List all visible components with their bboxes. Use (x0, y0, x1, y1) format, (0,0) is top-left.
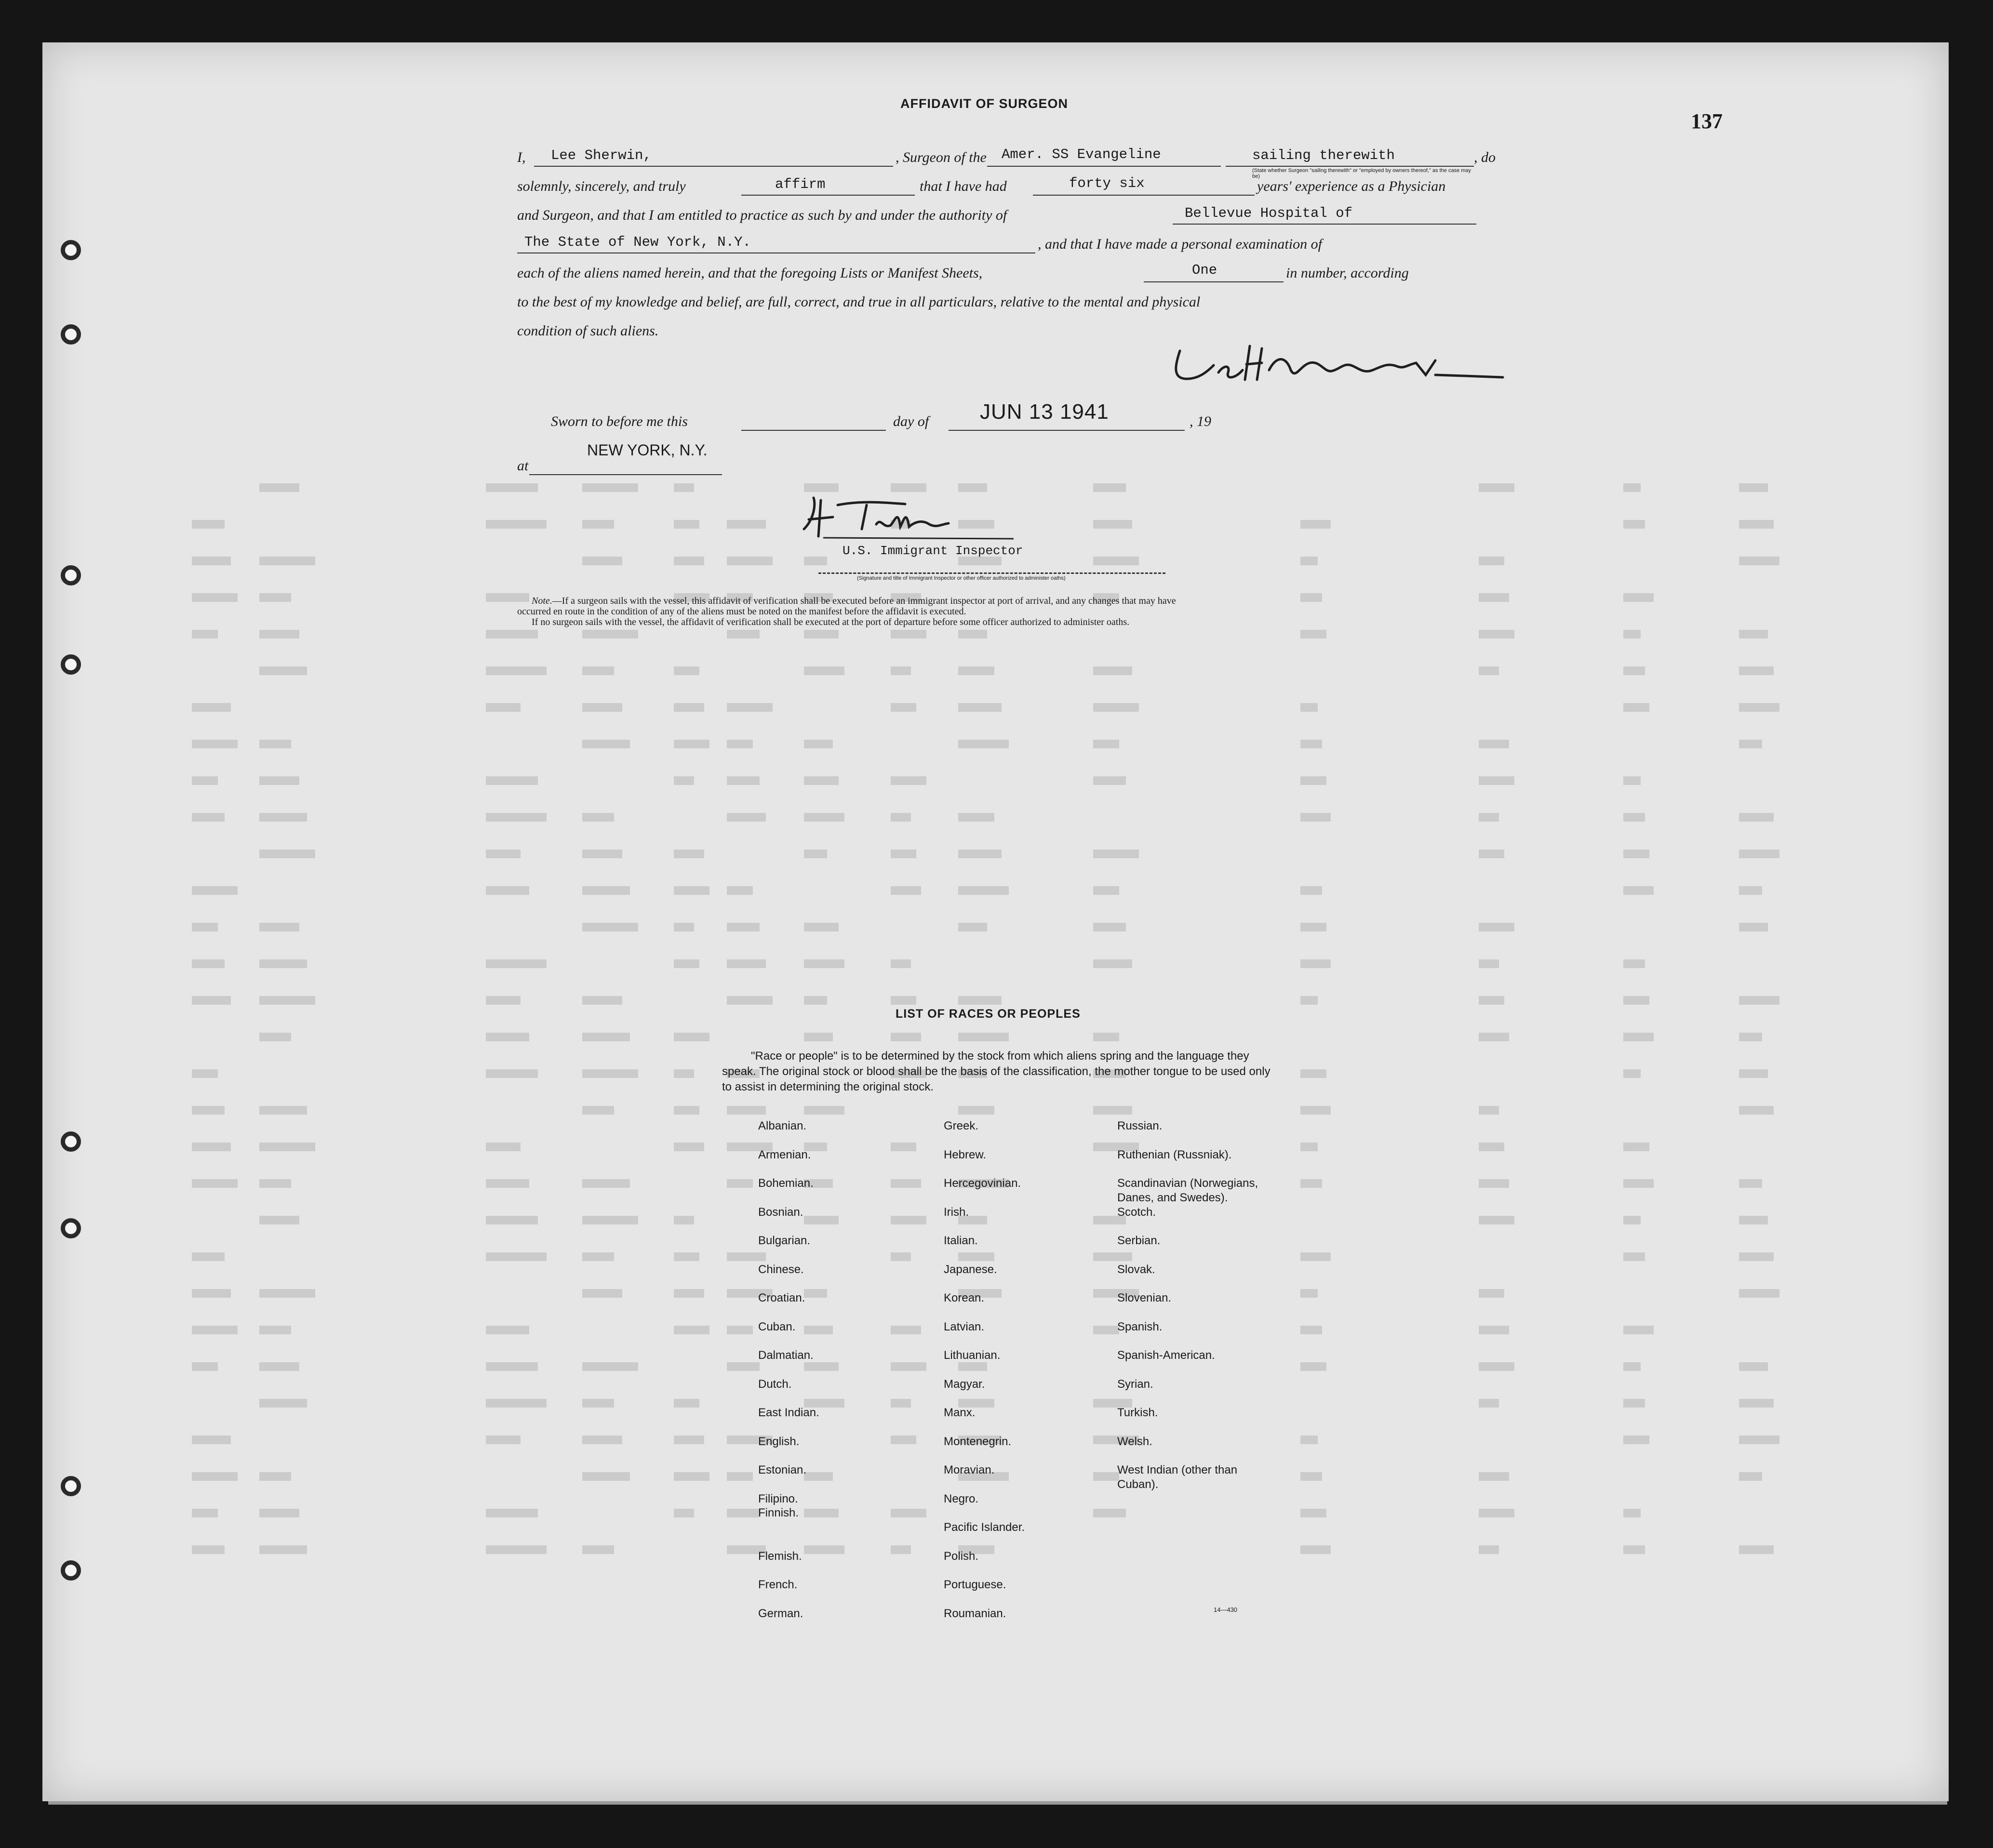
manifest-page (42, 42, 1949, 1801)
condition-label: condition of such aliens. (517, 323, 659, 339)
race-item: Serbian. (1117, 1234, 1161, 1247)
race-item: Polish. (944, 1549, 979, 1563)
race-item: Estonian. (758, 1463, 807, 1476)
race-item: Scotch. (1117, 1205, 1156, 1219)
race-item: Albanian. (758, 1119, 807, 1132)
race-item: Bohemian. (758, 1177, 814, 1190)
had-label: that I have had (920, 178, 1007, 194)
bleed-row (177, 557, 1746, 569)
races-intro: "Race or people" is to be determined by the stock from which aliens spring and the language they speak. The original stock or blood shall be the basis of the classification, the mother tongue to be used only to assist in determining the original stock. (722, 1050, 1271, 1093)
race-item: East Indian. (758, 1406, 819, 1419)
years-count: forty six (1069, 175, 1145, 191)
authority-line-1 (1173, 224, 1476, 225)
bleed-row (177, 703, 1746, 716)
authority-1: Bellevue Hospital of (1185, 205, 1353, 221)
bleed-row (177, 776, 1746, 789)
inspector-title: U.S. Immigrant Inspector (843, 544, 1023, 558)
race-item: Cuban). (1117, 1478, 1159, 1491)
sailing-status-line (1226, 166, 1474, 167)
race-item: Lithuanian. (944, 1349, 1001, 1362)
at-label: at (517, 458, 529, 474)
bleed-row (177, 1033, 1746, 1045)
race-item: Negro. (944, 1492, 979, 1505)
race-item: Croatian. (758, 1291, 805, 1304)
race-item: Latvian. (944, 1320, 985, 1333)
examination-label: , and that I have made a personal examination of (1038, 236, 1322, 252)
vessel-name: Amer. SS Evangeline (1002, 146, 1161, 162)
sailing-status: sailing therewith (1252, 147, 1395, 163)
race-item: Manx. (944, 1406, 976, 1419)
race-item: German. (758, 1607, 803, 1620)
day-of-label: day of (893, 413, 929, 429)
binder-hole (61, 654, 81, 675)
race-item: Spanish. (1117, 1320, 1163, 1333)
place-line (529, 474, 722, 475)
surgeon-name-line (534, 166, 893, 167)
race-item: Italian. (944, 1234, 978, 1247)
do-label: , do (1474, 149, 1496, 165)
race-item: Spanish-American. (1117, 1349, 1215, 1362)
race-item: Hebrew. (944, 1148, 987, 1161)
race-item: Dutch. (758, 1377, 792, 1391)
bleed-row (177, 959, 1746, 972)
experience-label: years' experience as a Physician (1257, 178, 1446, 194)
year-label: , 19 (1190, 413, 1211, 429)
bleed-row (177, 1362, 1746, 1375)
solemnly-label: solemnly, sincerely, and truly (517, 178, 686, 194)
bleed-row (177, 850, 1746, 862)
race-item: Irish. (944, 1205, 969, 1219)
in-number-label: in number, according (1286, 265, 1409, 281)
binder-hole (61, 1560, 81, 1581)
sailing-status-note: (State whether Surgeon "sailing therewith" or "employed by owners thereof," as the case may be) (1252, 168, 1471, 179)
affidavit-title: AFFIDAVIT OF SURGEON (900, 96, 1068, 111)
oath-word: affirm (775, 176, 826, 192)
race-item: Filipino. (758, 1492, 798, 1505)
race-item: Japanese. (944, 1263, 997, 1276)
race-item: Bosnian. (758, 1205, 803, 1219)
i-label: I, (517, 149, 526, 165)
race-item: English. (758, 1435, 800, 1448)
race-item: Bulgarian. (758, 1234, 811, 1247)
bleed-row (177, 1509, 1746, 1521)
note-line-3: If no surgeon sails with the vessel, the affidavit of verification shall be executed at the port of departure before some officer authorized to administer oaths. (532, 617, 1130, 627)
binder-hole (61, 324, 81, 345)
vessel-line (987, 166, 1221, 167)
race-item: Flemish. (758, 1549, 802, 1563)
race-item: Roumanian. (944, 1607, 1006, 1620)
binder-hole (61, 1218, 81, 1238)
race-item: Ruthenian (Russniak). (1117, 1148, 1232, 1161)
entitled-label: and Surgeon, and that I am entitled to practice as such by and under the authority of (517, 207, 1007, 223)
inspector-line (818, 572, 1165, 574)
knowledge-label: to the best of my knowledge and belief, are full, correct, and true in all particulars, relative to the mental and physical (517, 294, 1201, 310)
form-number: 14—430 (1214, 1606, 1238, 1613)
sheets-count: One (1192, 262, 1217, 278)
surgeon-signature (1165, 336, 1512, 389)
bleed-row (177, 923, 1746, 935)
binder-hole (61, 240, 81, 260)
race-item: Chinese. (758, 1263, 804, 1276)
note-line-1: —If a surgeon sails with the vessel, this affidavit of verification shall be executed before an immigrant inspector at port of arrival, and any changes that may have (552, 596, 1176, 606)
race-item: Magyar. (944, 1377, 985, 1391)
page-number: 137 (1691, 109, 1723, 133)
race-item: Slovenian. (1117, 1291, 1172, 1304)
race-item: Slovak. (1117, 1263, 1155, 1276)
verification-note (517, 596, 1457, 627)
signature-caption: (Signature and title of Immigrant Inspector or other officer authorized to administer oaths) (857, 575, 1066, 581)
race-item: Moravian. (944, 1463, 995, 1476)
race-item: Cuban. (758, 1320, 796, 1333)
races-title: LIST OF RACES OR PEOPLES (896, 1007, 1081, 1021)
date-stamp: JUN 13 1941 (980, 400, 1109, 424)
race-item: Finnish. (758, 1506, 799, 1519)
bleed-row (177, 630, 1746, 642)
bleed-row (177, 1106, 1746, 1118)
race-item: Dalmatian. (758, 1349, 814, 1362)
race-item: Syrian. (1117, 1377, 1153, 1391)
race-item: Greek. (944, 1119, 979, 1132)
binder-hole (61, 565, 81, 585)
each-label: each of the aliens named herein, and that the foregoing Lists or Manifest Sheets, (517, 265, 983, 281)
race-item: Montenegrin. (944, 1435, 1012, 1448)
race-item: French. (758, 1578, 798, 1591)
race-item: Welsh. (1117, 1435, 1152, 1448)
bleed-row (177, 886, 1746, 899)
bleed-row (177, 813, 1746, 825)
sworn-label: Sworn to before me this (551, 413, 688, 429)
race-item: Portuguese. (944, 1578, 1006, 1591)
years-line (1033, 195, 1255, 196)
race-item: West Indian (other than (1117, 1463, 1238, 1476)
surgeon-name: Lee Sherwin, (551, 147, 652, 163)
binder-hole (61, 1476, 81, 1496)
race-item: Russian. (1117, 1119, 1163, 1132)
place-stamp: NEW YORK, N.Y. (587, 441, 708, 459)
race-item: Pacific Islander. (944, 1521, 1025, 1534)
note-line-2: occurred en route in the condition of any of the aliens must be noted on the manifest before the affidavit is executed. (517, 606, 966, 617)
surgeon-of-label: , Surgeon of the (896, 149, 987, 165)
sworn-month-line (949, 430, 1185, 431)
race-item: Turkish. (1117, 1406, 1158, 1419)
inspector-signature (794, 491, 1026, 544)
sworn-day-line (741, 430, 886, 431)
race-item: Scandinavian (Norwegians, (1117, 1177, 1258, 1190)
authority-2: The State of New York, N.Y. (524, 234, 751, 250)
bleed-row (177, 740, 1746, 752)
binder-hole (61, 1131, 81, 1152)
race-item: Korean. (944, 1291, 985, 1304)
race-item: Armenian. (758, 1148, 811, 1161)
sheets-line (1144, 281, 1284, 282)
oath-line (741, 195, 915, 196)
note-label: Note. (532, 596, 552, 606)
race-item: Hercegovinian. (944, 1177, 1021, 1190)
bleed-row (177, 666, 1746, 679)
race-item: Danes, and Swedes). (1117, 1191, 1228, 1204)
